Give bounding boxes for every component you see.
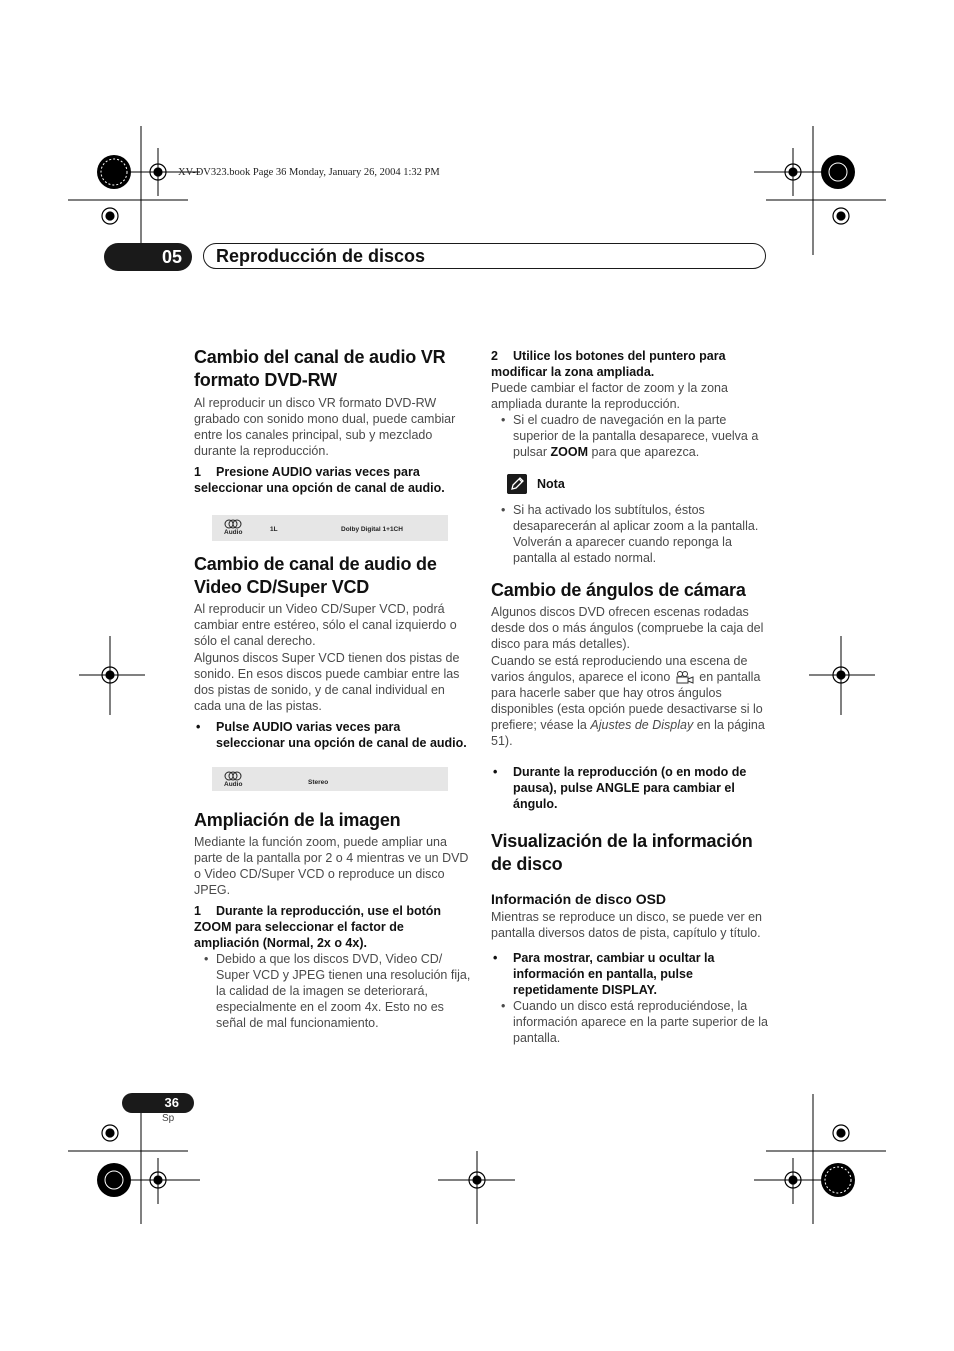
- left-column: [194, 346, 472, 1031]
- section-title-disc-info: Visualización de la información de disco: [491, 831, 753, 874]
- note-label: Nota: [537, 477, 565, 491]
- step-audio-vcd: • Pulse AUDIO varias veces para seleccionar una opción de canal de audio.: [196, 720, 467, 750]
- osd-audio-display: [212, 767, 448, 791]
- bullet-display-info: • Cuando un disco está reproduciéndose, la información aparece en la parte superior de la pantalla.: [491, 998, 769, 1046]
- audio-icon: [224, 519, 242, 529]
- bullet-zoom-quality: • Debido a que los discos DVD, Video CD/ Super VCD y JPEG tienen una resolución fija, la calidad de la imagen se deteriorará, especialmente en el zoom 4x. Esto no es señal de mal funcionamiento.: [194, 951, 472, 1031]
- osd-label: Audio: [224, 781, 243, 788]
- audio-icon: [224, 771, 242, 781]
- section-body: Mediante la función zoom, puede ampliar una parte de la pantalla por 2 o 4 mientras ve un DVD o Video CD/Super VCD o reproduce un disco JPEG.: [194, 835, 469, 897]
- section-body: Puede cambiar el factor de zoom y la zona ampliada durante la reproducción.: [491, 381, 728, 411]
- bullet-zoom-nav: • Si el cuadro de navegación en la parte superior de la pantalla desaparece, vuelva a pulsar ZOOM para que aparezca.: [491, 412, 769, 460]
- step-display: • Para mostrar, cambiar u ocultar la información en pantalla, pulse repetidamente DISPLAY.: [493, 951, 715, 997]
- step-1-zoom: 1 Durante la reproducción, use el botón ZOOM para seleccionar el factor de ampliación (Normal, 2x o 4x).: [194, 904, 442, 950]
- right-column: [491, 346, 769, 1046]
- osd-mode: Stereo: [308, 779, 329, 786]
- step-2-pointer: 2 Utilice los botones del puntero para modificar la zona ampliada.: [491, 349, 726, 379]
- osd-channel: 1L: [270, 526, 278, 533]
- display-settings-ref: Ajustes de Display: [590, 718, 694, 732]
- section-body: Cuando se está reproduciendo una escena de varios ángulos, aparece el icono en pantalla para hacerle saber que hay otros ángulos disponibles (esta opción puede desactivarse si lo prefiere; véase la Ajustes de Display en la página 51).: [491, 654, 765, 748]
- section-body: Algunos discos Super VCD tienen dos pistas de sonido. En esos discos puede cambiar entre las dos pistas de sonido, y de canal individual en cada una de las pistas.: [194, 651, 460, 713]
- section-body: Al reproducir un Video CD/Super VCD, podrá cambiar entre estéreo, sólo el canal izquierdo o sólo el canal derecho.: [194, 602, 457, 648]
- note-header: [491, 474, 769, 496]
- section-body: Mientras se reproduce un disco, se puede ver en pantalla diversos datos de pista, capítulo y título.: [491, 910, 762, 940]
- subsection-title-osd: Información de disco OSD: [491, 891, 667, 907]
- section-title-vcd-audio: Cambio de canal de audio de Video CD/Super VCD: [194, 554, 437, 597]
- section-title-zoom: Ampliación de la imagen: [194, 810, 401, 830]
- section-body: Al reproducir un disco VR formato DVD-RW grabado con sonido mono dual, puede cambiar entre los canales principal, sub y mezclado durante la reproducción.: [194, 396, 456, 458]
- osd-label: Audio: [224, 529, 243, 536]
- section-title-vr-audio: Cambio del canal de audio VR formato DVD-RW: [194, 347, 446, 390]
- chapter-number: 05: [104, 243, 192, 271]
- note-pencil-icon: [507, 474, 527, 494]
- language-code: Sp: [162, 1113, 175, 1124]
- camera-angle-icon: [676, 671, 694, 684]
- page-number: 36: [122, 1093, 194, 1113]
- osd-format: Dolby Digital 1+1CH: [341, 526, 403, 533]
- section-title-angles: Cambio de ángulos de cámara: [491, 580, 746, 600]
- chapter-title: Reproducción de discos: [203, 243, 766, 269]
- osd-audio-display: [212, 515, 448, 541]
- zoom-key: ZOOM: [550, 445, 589, 459]
- print-info-line: XV-DV323.book Page 36 Monday, January 26, 2004 1:32 PM: [178, 167, 440, 178]
- section-body: Algunos discos DVD ofrecen escenas rodadas desde dos o más ángulos (compruebe la caja del disco para más detalles).: [491, 605, 764, 651]
- step-number: 2: [491, 349, 498, 363]
- step-angle: • Durante la reproducción (o en modo de pausa), pulse ANGLE para cambiar el ángulo.: [493, 765, 747, 811]
- step-1-audio: 1 Presione AUDIO varias veces para seleccionar una opción de canal de audio.: [194, 465, 445, 495]
- step-number: 1: [194, 904, 201, 918]
- note-bullet: • Si ha activado los subtítulos, éstos desaparecerán al aplicar zoom a la pantalla. Volverán a aparecer cuando reponga la pantalla al estado normal.: [491, 502, 769, 566]
- step-number: 1: [194, 465, 201, 479]
